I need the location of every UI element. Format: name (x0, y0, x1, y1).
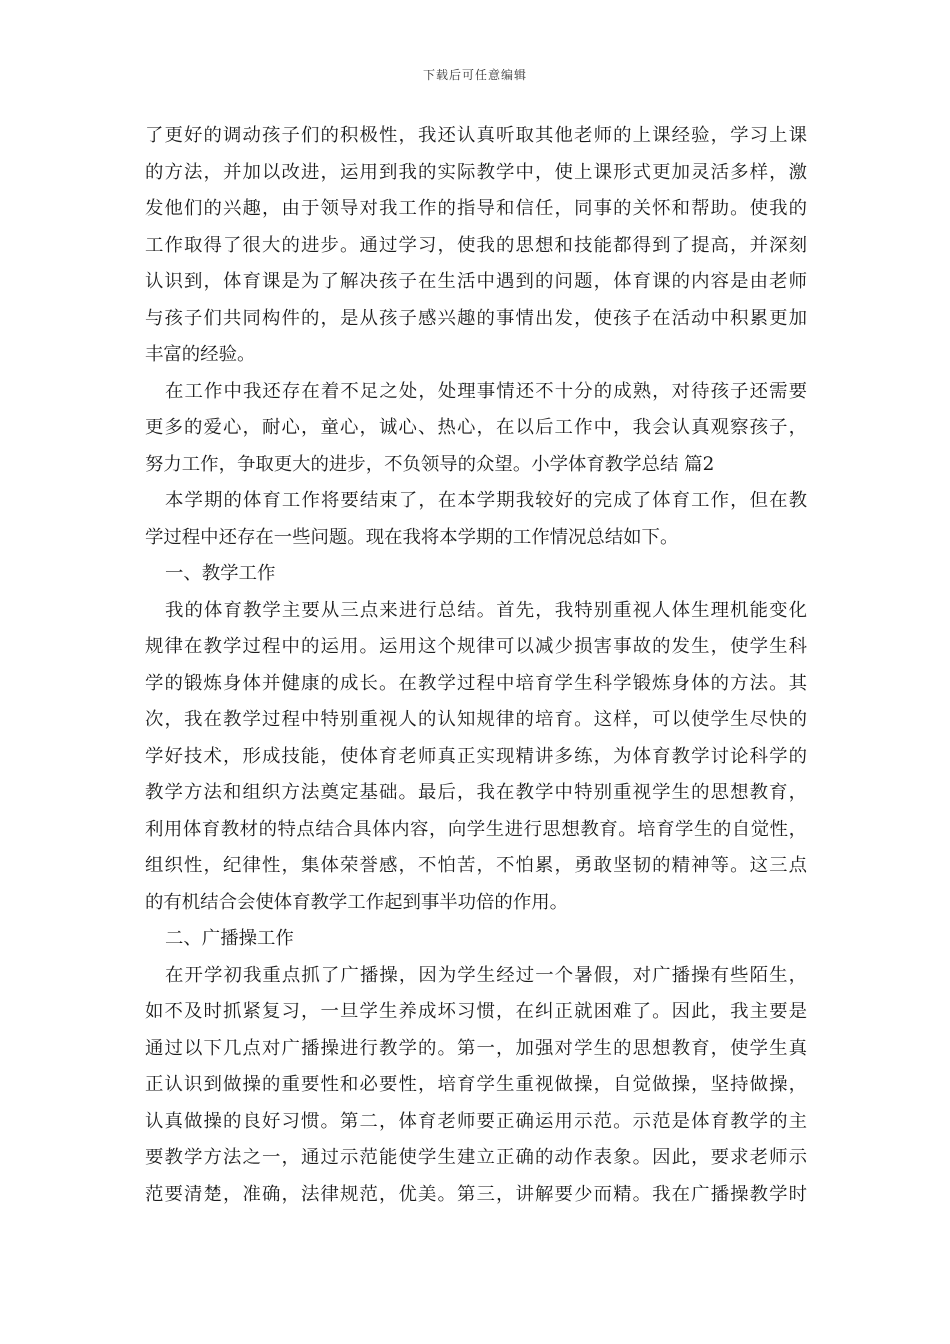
text-line: 认识到，体育课是为了解决孩子在生活中遇到的问题，体育课的内容是由老师 (145, 271, 807, 292)
text-line: 如不及时抓紧复习，一旦学生养成坏习惯，在纠正就困难了。因此，我主要是 (145, 1001, 807, 1022)
text-line: 一、教学工作 (165, 563, 276, 584)
text-line: 要教学方法之一，通过示范能使学生建立正确的动作表象。因此，要求老师示 (145, 1147, 807, 1168)
text-line: 认真做操的良好习惯。第二，体育老师要正确运用示范。示范是体育教学的主 (145, 1110, 807, 1132)
text-line: 组织性，纪律性，集体荣誉感，不怕苦，不怕累，勇敢坚韧的精神等。这三点 (145, 855, 807, 876)
text-line: 了更好的调动孩子们的积极性，我还认真听取其他老师的上课经验，学习上课 (145, 125, 807, 146)
text-line: 次，我在教学过程中特别重视人的认知规律的培育。这样，可以使学生尽快的 (145, 709, 807, 730)
text-line: 丰富的经验。 (145, 344, 256, 365)
text-line: 更多的爱心，耐心，童心，诚心、热心，在以后工作中，我会认真观察孩子， (145, 417, 807, 438)
text-line: 工作取得了很大的进步。通过学习，使我的思想和技能都得到了提高，并深刻 (145, 234, 807, 256)
text-line: 学过程中还存在一些问题。现在我将本学期的工作情况总结如下。 (145, 526, 679, 548)
text-line: 利用体育教材的特点结合具体内容，向学生进行思想教育。培育学生的自觉性， (145, 818, 807, 840)
text-line: 通过以下几点对广播操进行教学的。第一，加强对学生的思想教育，使学生真 (145, 1037, 807, 1059)
text-line: 学好技术，形成技能，使体育老师真正实现精讲多练，为体育教学讨论科学的 (145, 745, 807, 767)
text-line: 二、广播操工作 (165, 928, 294, 949)
text-line: 努力工作，争取更大的进步，不负领导的众望。小学体育教学总结 篇2 (145, 453, 715, 475)
text-line: 与孩子们共同构件的，是从孩子感兴趣的事情出发，使孩子在活动中积累更加 (145, 307, 807, 329)
text-line: 教学方法和组织方法奠定基础。最后，我在教学中特别重视学生的思想教育， (145, 782, 807, 803)
text-line: 正认识到做操的重要性和必要性，培育学生重视做操，自觉做操，坚持做操， (145, 1074, 807, 1095)
text-line: 本学期的体育工作将要结束了，在本学期我较好的完成了体育工作，但在教 (165, 490, 807, 511)
text-line: 我的体育教学主要从三点来进行总结。首先，我特别重视人体生理机能变化 (165, 599, 807, 621)
text-line: 规律在教学过程中的运用。运用这个规律可以减少损害事故的发生，使学生科 (145, 636, 807, 657)
text-line: 范要清楚，准确，法律规范，优美。第三，讲解要少而精。我在广播操教学时 (145, 1183, 807, 1205)
text-line: 的方法，并加以改进，运用到我的实际教学中，使上课形式更加灵活多样，激 (145, 161, 807, 183)
document-body (145, 118, 807, 1213)
page-header: 下载后可任意编辑 (422, 68, 527, 82)
text-line: 在工作中我还存在着不足之处，处理事情还不十分的成熟，对待孩子还需要 (165, 380, 807, 402)
text-line: 学的锻炼身体并健康的成长。在教学过程中培育学生科学锻炼身体的方法。其 (145, 672, 807, 694)
text-line: 发他们的兴趣，由于领导对我工作的指导和信任，同事的关怀和帮助。使我的 (145, 198, 807, 219)
text-line: 在开学初我重点抓了广播操，因为学生经过一个暑假，对广播操有些陌生， (165, 964, 807, 986)
text-line: 的有机结合会使体育教学工作起到事半功倍的作用。 (145, 891, 568, 913)
